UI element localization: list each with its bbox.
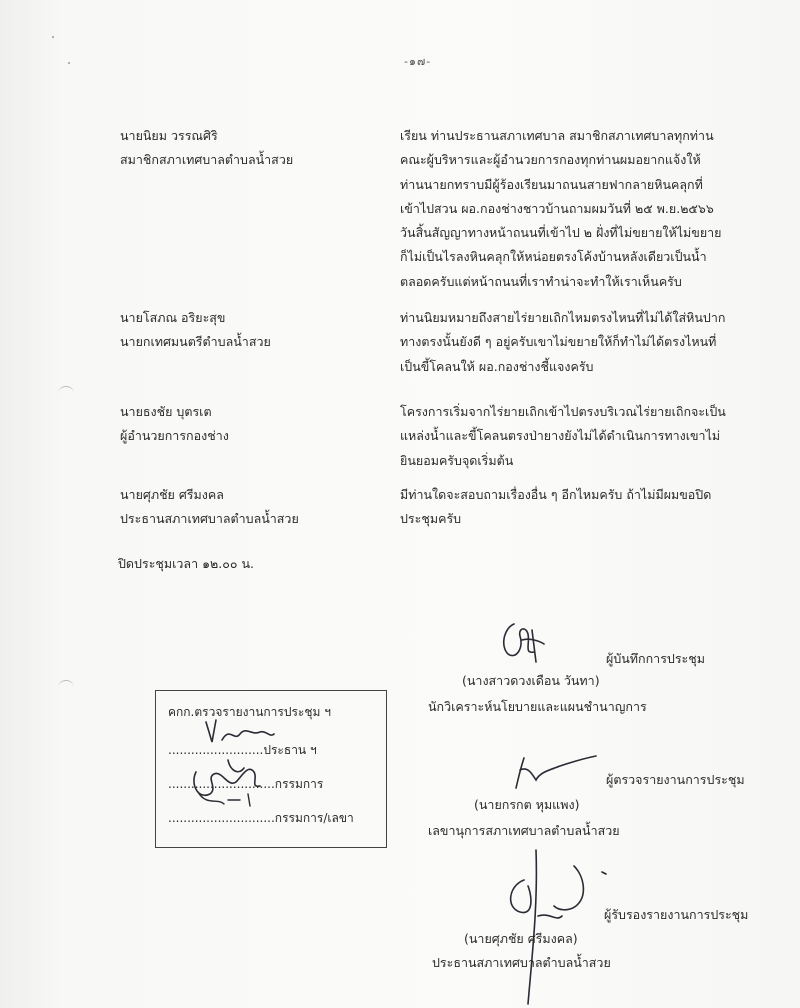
binder-hole-mark [58,386,74,401]
review-line-chairman: .........................ประธาน ฯ [168,743,317,757]
speech-line: มีท่านใดจะสอบถามเรื่องอื่น ๆ อีกไหมครับ ถ้าไม่มีผมขอปิด [400,487,712,502]
speech-line: ท่านนายกทราบมีผู้ร้องเรียนมาถนนสายฟากลายหินคลุกที่ [400,176,703,192]
review-box-title: คกก.ตรวจรายงานการประชุม ฯ [168,705,331,719]
speech-line: ท่านนิยมหมายถึงสายไร่ยายเถิกไหมตรงไหนที่ไม่ได้ใส่หินปาก [400,310,726,325]
recorder-signature-icon [494,618,554,666]
speaker-title: สมาชิกสภาเทศบาลตำบลน้ำสวย [120,152,294,167]
certifier-role: ผู้รับรองรายงานการประชุม [604,907,749,922]
speaker-block [120,306,390,354]
speech-line: ก็ไม่เป็นไรลงหินคลุกให้หน่อยตรงโค้งบ้านหลังเดียวเป็นน้ำ [400,249,707,265]
speech-line: แหล่งน้ำและขี้โคลนตรงป่ายางยังไม่ได้ดำเนินการทางเขาไม่ [400,428,721,444]
speaker-name: นายศุภชัย ศรีมงคล [120,487,224,502]
speaker-name: นายธงชัย บุตรเต [120,404,212,419]
speech-line: ตลอดครับแต่หน้าถนนที่เราทำน่าจะทำให้เราเห็นครับ [400,273,682,289]
speaker-name: นายนิยม วรรณศิริ [120,128,218,143]
recorder-name: (นางสาวดวงเดือน วันทา) [462,673,600,688]
speech-line: ประชุมครับ [400,511,462,527]
reviewer-role: ผู้ตรวจรายงานการประชุม [606,772,745,787]
speaker-block [120,483,390,531]
certifier-position: ประธานสภาเทศบาลตำบลน้ำสวย [432,955,611,970]
scan-speck [52,36,54,38]
page-number: -๑๗- [404,55,432,68]
review-line-member: ............................กรรมการ [168,777,324,791]
closing-statement: ปิดประชุมเวลา ๑๒.๐๐ น. [118,556,254,571]
speech-line: ทางตรงนั้นยังดี ๆ อยู่ครับเขาไม่ขยายให้ก็ทำไม่ได้ตรงไหนที่ [400,334,717,350]
scan-speck [68,62,70,64]
speaker-block [120,400,390,448]
member-signatures-icon [188,754,278,810]
speaker-name: นายโสภณ อริยะสุข [120,310,226,325]
speech-line: เข้าไปสวน ผอ.กองช่างชาวบ้านถามผมวันที่ ๒๕ พ.ย.๒๕๖๖ [400,200,714,216]
speech-line: วันสิ้นสัญญาทางหน้าถนนที่เข้าไป ๒ ฝั่งที่ไม่ขยายให้ไม่ขยาย [400,225,722,241]
speech-block [400,306,760,379]
chairman-signature-icon [200,712,280,748]
reviewer-name: (นายกรกต หุมแพง) [474,797,580,812]
speech-block [400,124,760,294]
reviewer-position: เลขานุการสภาเทศบาลตำบลน้ำสวย [428,823,620,838]
speaker-title: นายกเทศมนตรีตำบลน้ำสวย [120,334,271,349]
speech-line: ยินยอมครับจุดเริ่มต้น [400,452,514,468]
speaker-title: ผู้อำนวยการกองช่าง [120,428,229,443]
speech-line: เรียน ท่านประธานสภาเทศบาล สมาชิกสภาเทศบาลทุกท่าน [400,128,714,143]
speech-line: เป็นขี้โคลนให้ ผอ.กองช่างชี้แจงครับ [400,358,594,374]
certifier-name: (นายศุภชัย ศรีมงคล) [464,931,578,946]
speaker-title: ประธานสภาเทศบาลตำบลน้ำสวย [120,511,299,526]
review-line-secretary: ............................กรรมการ/เลขา [168,811,354,825]
speech-line: โครงการเริ่มจากไร่ยายเถิกเข้าไปตรงบริเวณไร่ยายเถิกจะเป็น [400,404,726,419]
speech-block [400,483,760,532]
speaker-block [120,124,390,172]
recorder-position: นักวิเคราะห์นโยบายและแผนชำนาญการ [428,699,647,714]
speech-line: คณะผู้บริหารและผู้อำนวยการกองทุกท่านผมอยากแจ้งให้ [400,152,701,168]
reviewer-signature-icon [510,752,600,792]
binder-hole-mark [58,680,74,695]
recorder-role: ผู้บันทึกการประชุม [606,651,705,666]
speech-block [400,400,760,473]
